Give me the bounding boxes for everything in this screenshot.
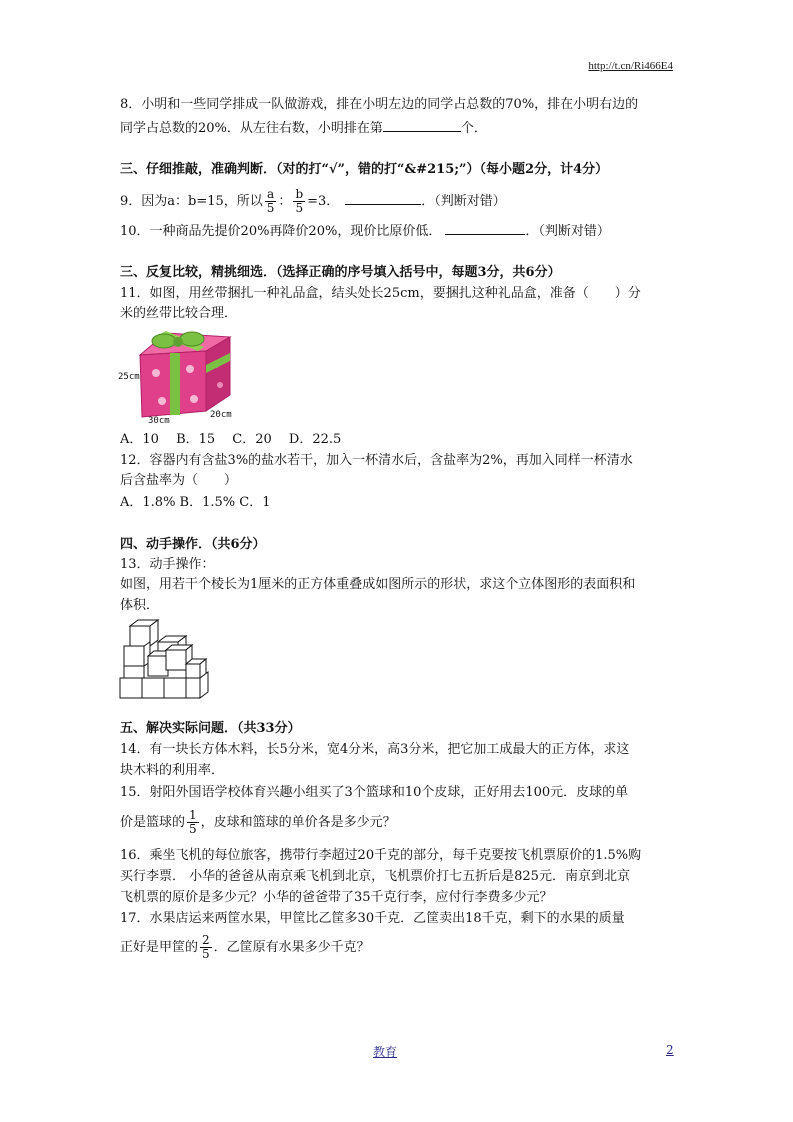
q9-frac-b — [293, 188, 305, 215]
q8-answer-blank[interactable] — [383, 119, 461, 132]
section-choice-title: 三、反复比较，精挑细选．（选择正确的序号填入括号中，每题3分，共6分） — [120, 265, 561, 280]
q15-fraction — [187, 809, 199, 836]
q10-answer-blank[interactable] — [445, 222, 525, 235]
q13-line3: 体积． — [120, 598, 160, 613]
q16-line1: 16．乘坐飞机的每位旅客，携带行李超过20千克的部分，每千克要按飞机票原价的1.5%购 — [120, 848, 642, 863]
q9-answer-blank[interactable] — [345, 192, 421, 205]
q9-tail: ．（判断对错） — [421, 194, 506, 209]
q14-line2: 块木料的利用率． — [120, 763, 225, 778]
q11-line2: 米的丝带比较合理． — [120, 306, 238, 321]
q17-line1: 17．水果店运来两筐水果，甲筐比乙筐多30千克．乙筐卖出18千克，剩下的水果的质量 — [120, 911, 625, 926]
q9-frac-b-num: b — [295, 187, 304, 201]
q10-tail: ．（判断对错） — [525, 224, 610, 239]
cube-stack-image — [118, 618, 218, 700]
q9-frac-b-den: 5 — [295, 201, 304, 215]
q9-frac-a-num: a — [267, 187, 275, 201]
header-link[interactable]: http://t.cn/Ri466E4 — [588, 60, 673, 72]
q13-line2: 如图，用若干个棱长为1厘米的正方体重叠成如图所示的形状，求这个立体图形的表面积和 — [120, 577, 636, 592]
gift-length-label: 30cm — [148, 416, 170, 425]
gift-height-label: 25cm — [118, 372, 140, 382]
q8-text-a: 同学占总数的20%．从左往右数，小明排在第 — [120, 121, 383, 136]
q12-options: A．1.8% B．1.5% C．1 — [120, 495, 271, 510]
q12-line1: 12．容器内有含盐3%的盐水若干，加入一杯清水后，含盐率为2%，再加入同样一杯清水 — [120, 453, 633, 468]
q9-post: =3． — [307, 194, 340, 209]
q9-colon: ： — [278, 194, 292, 209]
q15-post: ，皮球和篮球的单价各是多少元？ — [200, 815, 396, 830]
q11-line1: 11．如图，用丝带捆扎一种礼品盒，结头处长25cm，要捆扎这种礼品盒，准备（ ）分 — [120, 286, 641, 301]
q11-options: A．10 B．15 C．20 D．22.5 — [120, 432, 342, 447]
q15-line2 — [120, 808, 680, 838]
q10-line — [120, 222, 680, 241]
section-judge-title: 三、仔细推敲，准确判断．（对的打“√”，错的打“&#215;”）（每小题2分，计4分） — [120, 162, 609, 177]
q9-frac-a — [265, 188, 277, 215]
q17-frac-num: 2 — [202, 933, 210, 947]
q17-fraction — [200, 934, 212, 961]
section-problems-title: 五、解决实际问题．（共33分） — [120, 721, 301, 736]
q13-line1: 13．动手操作： — [120, 557, 215, 572]
q12-line2: 后含盐率为（ ） — [120, 473, 238, 488]
q17-pre: 正好是甲筐的 — [120, 940, 199, 955]
q9-frac-a-den: 5 — [266, 201, 275, 215]
gift-box-image — [118, 325, 238, 425]
footer-center-link[interactable]: 教育 — [373, 1045, 398, 1059]
q8-text-b: 个． — [460, 121, 487, 136]
q15-pre: 价是篮球的 — [120, 815, 186, 830]
section-operation-title: 四、动手操作．（共6分） — [120, 537, 266, 552]
q17-line2 — [120, 933, 680, 963]
q16-line3: 飞机票的原价是多少元？小华的爸爸带了35千克行李，应付行李费多少元？ — [120, 890, 553, 905]
q15-line1: 15．射阳外国语学校体育兴趣小组买了3个篮球和10个皮球，正好用去100元．皮球的单 — [120, 785, 629, 800]
q10-pre: 10．一种商品先提价20%再降价20%，现价比原价低． — [120, 224, 442, 239]
q8-line1: 8．小明和一些同学排成一队做游戏，排在小明左边的同学占总数的70%，排在小明右边的 — [120, 97, 639, 112]
page-number: 2 — [666, 1043, 674, 1057]
q15-frac-num: 1 — [189, 808, 197, 822]
q14-line1: 14．有一块长方体木料，长5分米，宽4分米，高3分米，把它加工成最大的正方体，求这 — [120, 742, 630, 757]
q17-frac-den: 5 — [202, 947, 210, 961]
q9-pre: 9．因为a：b=15，所以 — [120, 194, 263, 209]
gift-width-label: 20cm — [210, 410, 232, 420]
q9-line — [120, 188, 680, 215]
q15-frac-den: 5 — [189, 822, 197, 836]
q16-line2: 买行李票． 小华的爸爸从南京乘飞机到北京，飞机票价打七五折后是825元．南京到北京 — [120, 869, 630, 884]
q17-post: ．乙筐原有水果多少千克？ — [213, 940, 370, 955]
q8-line2 — [120, 119, 680, 138]
